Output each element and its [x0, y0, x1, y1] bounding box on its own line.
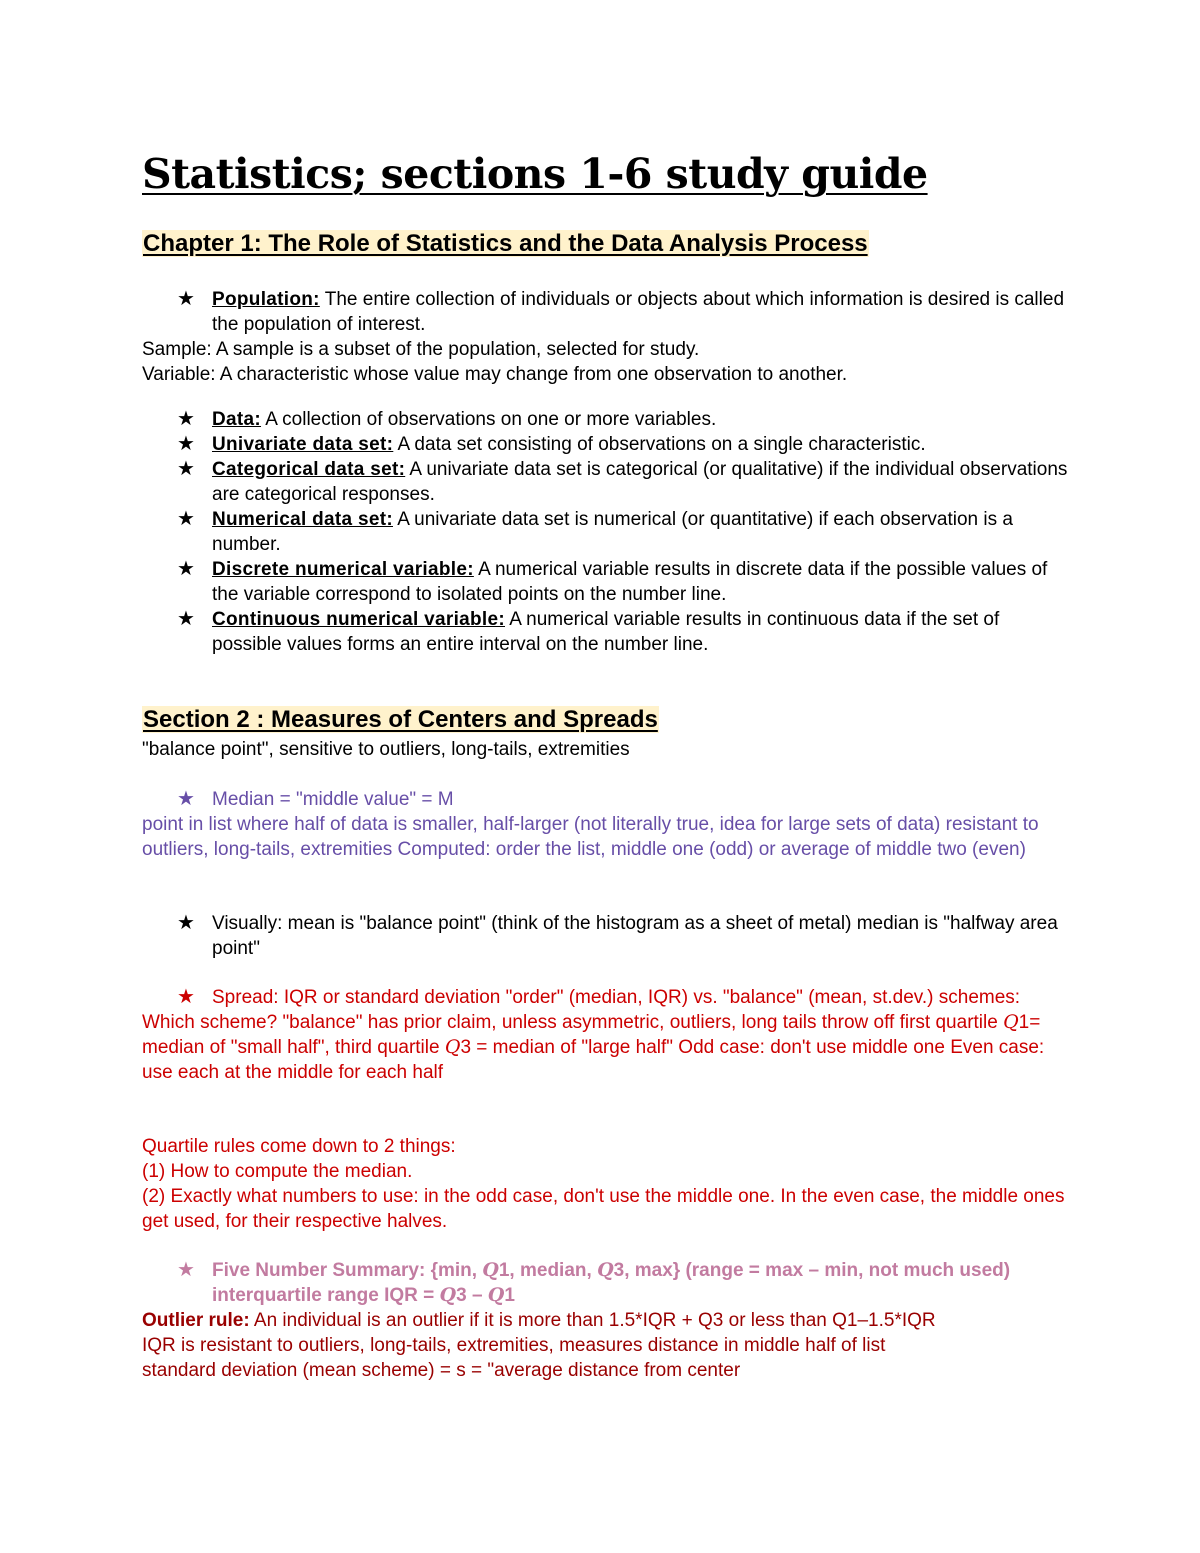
list-item [142, 911, 1072, 961]
sample-line: Sample: A sample is a subset of the population, selected for study. [142, 339, 700, 360]
term-label: Univariate data set: [212, 434, 394, 455]
list-item [142, 557, 1072, 607]
section2-heading [142, 706, 659, 734]
list-item [142, 1258, 1072, 1308]
visually-block [142, 911, 1072, 961]
sd-line: standard deviation (mean scheme) = s = "average distance from center [142, 1360, 741, 1381]
q-symbol: Q [444, 1036, 461, 1058]
q-symbol: Q [482, 1259, 499, 1281]
iqr-line: IQR is resistant to outliers, long-tails, extremities, measures distance in middle half of list [142, 1335, 886, 1356]
star-bullet-icon: ★ [177, 986, 195, 1008]
visually-list [142, 911, 1072, 961]
list-item [142, 407, 1072, 432]
quartile-rules-block [142, 1134, 1072, 1234]
variable-line: Variable: A characteristic whose value may change from one observation to another. [142, 364, 848, 385]
chapter1-heading-text: Chapter 1: The Role of Statistics and the Data Analysis Process [143, 230, 868, 257]
star-bullet-icon: ★ [177, 458, 195, 480]
spread-list [142, 985, 1072, 1010]
term-definition: A univariate data set is categorical (or qualitative) if the individual observations are categorical responses. [212, 459, 1068, 505]
median-text: point in list where half of data is smaller, half-larger (not literally true, idea for large sets of data) resistant to outliers, long-tails, extremities Computed: order the list, middle one (odd) or average of middle two (even) [142, 814, 1039, 860]
term-definition: A collection of observations on one or more variables. [261, 409, 717, 430]
spread-block [142, 985, 1072, 1085]
section2-intro [142, 737, 1072, 762]
scheme-text [142, 1010, 1072, 1085]
five-number-part: 1, median, [498, 1260, 598, 1281]
rule-2: (2) Exactly what numbers to use: in the odd case, don't use the middle one. In the even case, the middle ones get used, for their respective halves. [142, 1186, 1065, 1232]
q-symbol: Q [1003, 1011, 1019, 1033]
spread-item: Spread: IQR or standard deviation "order" (median, IQR) vs. "balance" (mean, st.dev.) schemes: [212, 987, 1021, 1008]
chapter1-term-list [142, 407, 1072, 657]
term-label: Categorical data set: [212, 459, 406, 480]
visually-item: Visually: mean is "balance point" (think of the histogram as a sheet of metal) median is "halfway area point" [212, 913, 1058, 959]
term-definition: A data set consisting of observations on a single characteristic. [393, 434, 926, 455]
term-definition: A univariate data set is numerical (or quantitative) if each observation is a number. [212, 509, 1013, 555]
star-bullet-icon: ★ [177, 608, 195, 630]
five-number-part: 1 [504, 1285, 515, 1306]
scheme-text-part: Which scheme? "balance" has prior claim, unless asymmetric, outliers, long tails throw off first quartile [142, 1012, 1004, 1033]
star-bullet-icon: ★ [177, 408, 195, 430]
star-bullet-icon: ★ [177, 508, 195, 530]
star-bullet-icon: ★ [177, 433, 195, 455]
quartile-rules-line: Quartile rules come down to 2 things: [142, 1136, 456, 1157]
page-title: Statistics; sections 1-6 study guide [142, 150, 928, 198]
q-symbol: Q [439, 1284, 457, 1306]
star-bullet-icon: ★ [177, 912, 195, 934]
term-label: Continuous numerical variable: [212, 609, 505, 630]
list-item [142, 985, 1072, 1010]
five-number-part: Five Number Summary: {min, [212, 1260, 483, 1281]
outlier-rule-label: Outlier rule: [142, 1310, 250, 1331]
list-item [142, 787, 1072, 812]
term-definition: A numerical variable results in continuous data if the set of possible values forms an entire interval on the number line. [212, 609, 1000, 655]
star-bullet-icon: ★ [177, 558, 195, 580]
list-item [142, 432, 1072, 457]
scheme-text-part: 3 = median of "large half" Odd case: don't use middle one Even case: use each at the middle for each half [142, 1037, 1045, 1083]
term-label: Population: [212, 289, 320, 310]
chapter1-heading [142, 230, 869, 258]
term-definition: The entire collection of individuals or objects about which information is desired is called the population of interest. [212, 289, 1065, 335]
list-item [142, 507, 1072, 557]
rule-1: (1) How to compute the median. [142, 1161, 413, 1182]
star-bullet-icon: ★ [177, 288, 195, 310]
outlier-rule-text: An individual is an outlier if it is more than 1.5*IQR + Q3 or less than Q1–1.5*IQR [249, 1310, 936, 1331]
five-number-list [142, 1258, 1072, 1308]
term-label: Discrete numerical variable: [212, 559, 474, 580]
term-label: Data: [212, 409, 262, 430]
section2-heading-text: Section 2 : Measures of Centers and Spreads [143, 706, 658, 733]
scheme-text-part: 1= median of "small half", third quartile [142, 1012, 1041, 1058]
term-definition: A numerical variable results in discrete data if the possible values of the variable correspond to isolated points on the number line. [212, 559, 1048, 605]
list-item [142, 607, 1072, 657]
outlier-rule-line [142, 1308, 1072, 1333]
star-bullet-icon: ★ [177, 1259, 195, 1281]
star-bullet-icon: ★ [177, 788, 195, 810]
definition-list [142, 407, 1072, 657]
term-label: Numerical data set: [212, 509, 393, 530]
q-symbol: Q [487, 1284, 505, 1306]
median-item: Median = "middle value" = M [212, 789, 454, 810]
chapter1-definitions [142, 287, 1072, 387]
five-number-part: 3 – [456, 1285, 488, 1306]
list-item [142, 287, 1072, 337]
population-list [142, 287, 1072, 337]
median-list [142, 787, 1072, 812]
intro-line: "balance point", sensitive to outliers, long-tails, extremities [142, 739, 630, 760]
five-number-part: 3, max} (range = max – min, not much used) interquartile range IQR = [212, 1260, 1011, 1306]
list-item [142, 457, 1072, 507]
q-symbol: Q [597, 1259, 614, 1281]
median-block [142, 787, 1072, 862]
five-number-block [142, 1258, 1072, 1383]
